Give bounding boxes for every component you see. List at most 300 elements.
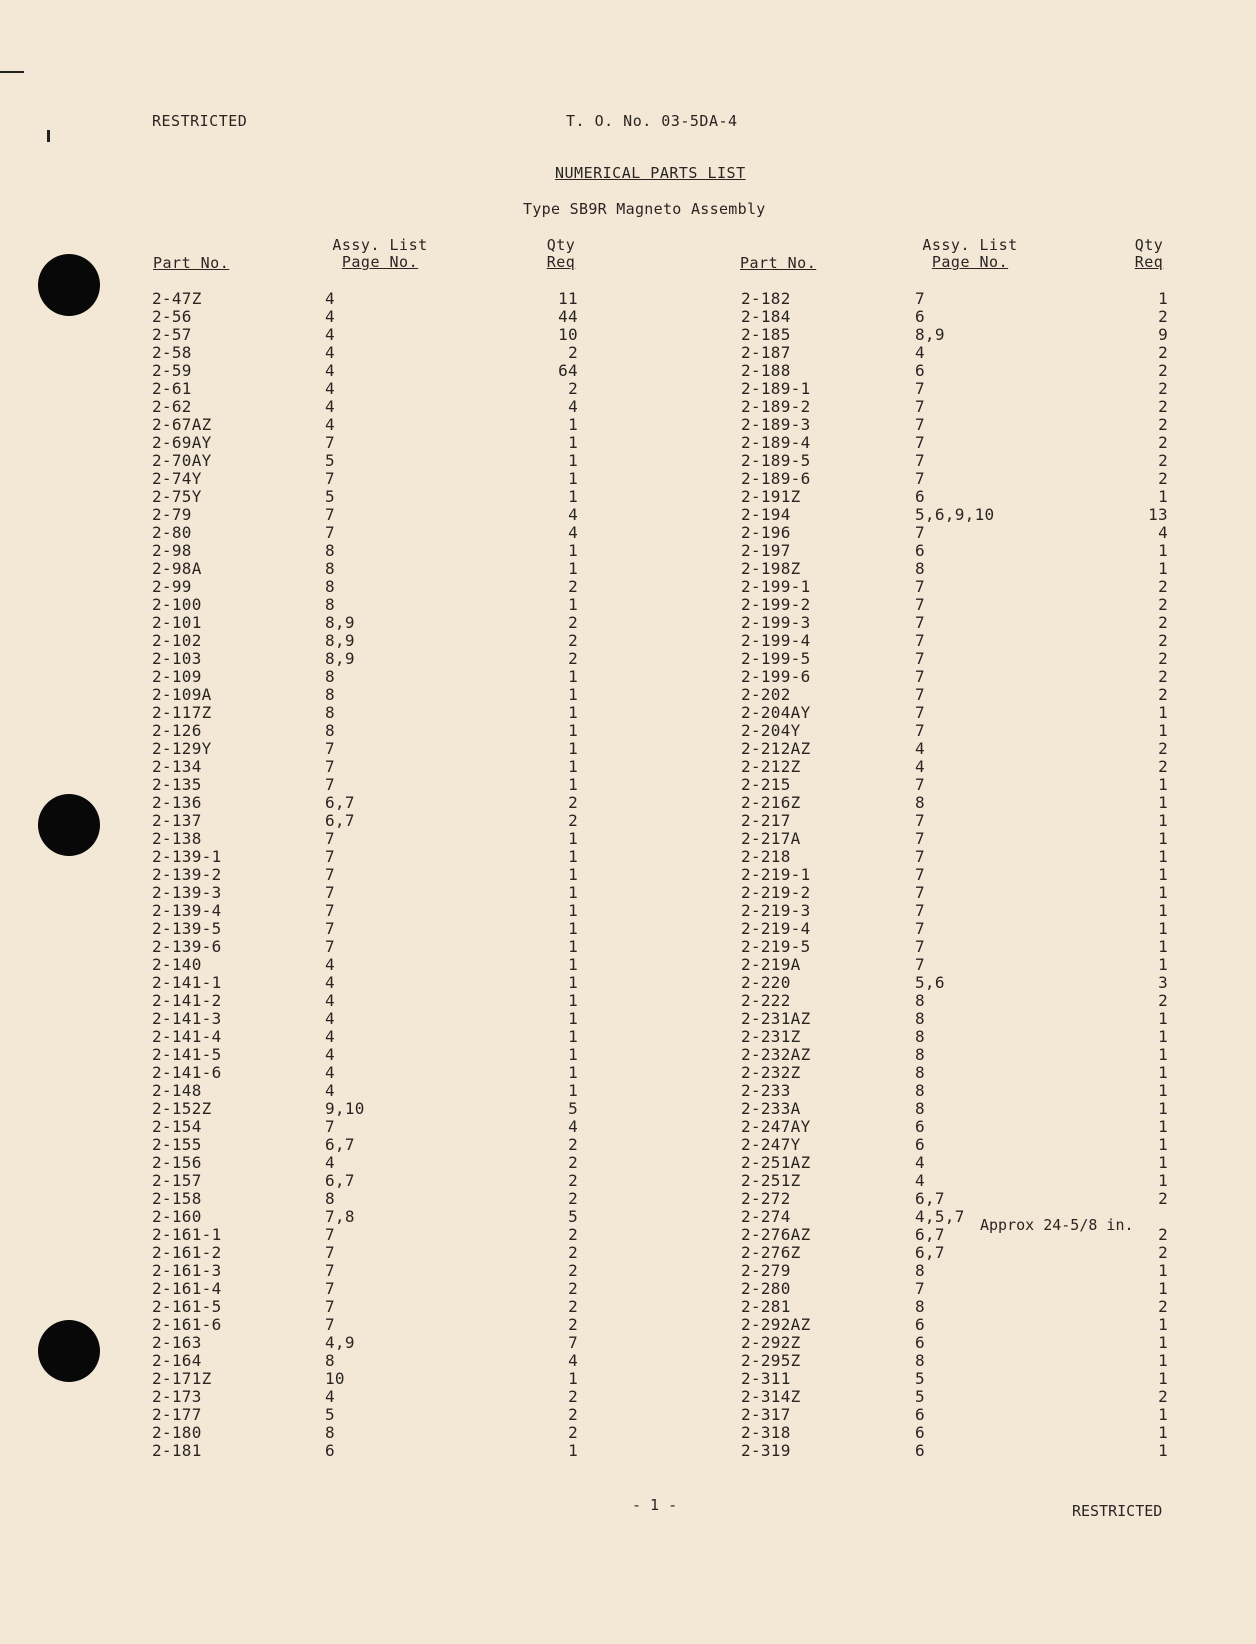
- qty-cell: 2: [568, 1243, 578, 1262]
- qty-cell: 1: [1158, 1135, 1168, 1154]
- punch-hole: [38, 794, 100, 856]
- part-number-cell: 2-199-4: [741, 631, 811, 650]
- qty-cell: 1: [1158, 487, 1168, 506]
- assy-page-cell: 8: [325, 667, 335, 686]
- assy-page-cell: 6,7: [915, 1243, 945, 1262]
- assy-page-cell: 6: [915, 487, 925, 506]
- assy-page-cell: 8: [325, 595, 335, 614]
- assy-page-cell: 8: [325, 1189, 335, 1208]
- part-number-cell: 2-79: [152, 505, 192, 524]
- part-number-cell: 2-148: [152, 1081, 202, 1100]
- assy-page-cell: 8: [915, 1297, 925, 1316]
- assy-page-cell: 7: [915, 469, 925, 488]
- part-number-cell: 2-199-6: [741, 667, 811, 686]
- qty-cell: 2: [568, 1297, 578, 1316]
- qty-cell: 2: [1158, 361, 1168, 380]
- assy-page-cell: 4: [325, 1387, 335, 1406]
- col-header-assy-list: [322, 237, 438, 271]
- qty-cell: 1: [1158, 1261, 1168, 1280]
- part-number-cell: 2-292Z: [741, 1333, 801, 1352]
- part-number-cell: 2-295Z: [741, 1351, 801, 1370]
- part-number-cell: 2-216Z: [741, 793, 801, 812]
- part-number-cell: 2-199-5: [741, 649, 811, 668]
- part-number-cell: 2-281: [741, 1297, 791, 1316]
- assy-page-cell: 6: [325, 1441, 335, 1460]
- assy-page-cell: 5: [915, 1387, 925, 1406]
- qty-cell: 2: [1158, 739, 1168, 758]
- part-number-cell: 2-181: [152, 1441, 202, 1460]
- qty-cell: 2: [1158, 1243, 1168, 1262]
- edge-mark: [47, 130, 50, 142]
- part-number-cell: 2-215: [741, 775, 791, 794]
- assy-page-cell: 8: [915, 1063, 925, 1082]
- assy-page-cell: 7: [915, 649, 925, 668]
- qty-cell: 2: [568, 1135, 578, 1154]
- part-number-cell: 2-184: [741, 307, 791, 326]
- part-number-cell: 2-219-4: [741, 919, 811, 938]
- qty-cell: 4: [568, 505, 578, 524]
- assy-page-cell: 7: [915, 703, 925, 722]
- part-number-cell: 2-161-6: [152, 1315, 222, 1334]
- qty-cell: 1: [1158, 955, 1168, 974]
- assy-page-cell: 8: [915, 991, 925, 1010]
- qty-cell: 2: [568, 793, 578, 812]
- part-number-cell: 2-272: [741, 1189, 791, 1208]
- qty-cell: 1: [568, 865, 578, 884]
- part-number-cell: 2-75Y: [152, 487, 202, 506]
- qty-cell: 2: [568, 379, 578, 398]
- part-number-cell: 2-219-5: [741, 937, 811, 956]
- assy-page-cell: 7: [325, 775, 335, 794]
- assy-page-cell: 7: [325, 469, 335, 488]
- assy-page-cell: 7: [915, 883, 925, 902]
- assy-page-cell: 5: [325, 451, 335, 470]
- part-number-cell: 2-217A: [741, 829, 801, 848]
- part-number-cell: 2-58: [152, 343, 192, 362]
- assy-page-cell: 6: [915, 307, 925, 326]
- part-number-cell: 2-154: [152, 1117, 202, 1136]
- qty-cell: 1: [1158, 559, 1168, 578]
- assy-page-cell: 7: [915, 937, 925, 956]
- part-number-cell: 2-109: [152, 667, 202, 686]
- qty-cell: 2: [568, 1171, 578, 1190]
- assy-page-cell: 6: [915, 1441, 925, 1460]
- part-number-cell: 2-198Z: [741, 559, 801, 578]
- part-number-cell: 2-161-4: [152, 1279, 222, 1298]
- part-number-cell: 2-70AY: [152, 451, 212, 470]
- part-number-cell: 2-217: [741, 811, 791, 830]
- part-number-cell: 2-160: [152, 1207, 202, 1226]
- qty-cell: 1: [568, 433, 578, 452]
- assy-page-cell: 7: [325, 523, 335, 542]
- part-number-cell: 2-139-5: [152, 919, 222, 938]
- part-number-cell: 2-189-1: [741, 379, 811, 398]
- assy-page-cell: 4: [325, 1063, 335, 1082]
- assy-page-cell: 6: [915, 1405, 925, 1424]
- part-number-cell: 2-99: [152, 577, 192, 596]
- part-number-cell: 2-141-5: [152, 1045, 222, 1064]
- assy-page-cell: 8: [915, 1351, 925, 1370]
- assy-page-cell: 8: [325, 577, 335, 596]
- qty-cell: 1: [1158, 1333, 1168, 1352]
- assy-page-cell: 4: [325, 973, 335, 992]
- assy-page-cell: 6: [915, 1315, 925, 1334]
- assy-page-cell: 6,7: [325, 1135, 355, 1154]
- assy-page-cell: 7: [325, 865, 335, 884]
- part-number-cell: 2-139-3: [152, 883, 222, 902]
- part-number-cell: 2-185: [741, 325, 791, 344]
- qty-cell: 5: [568, 1099, 578, 1118]
- assy-page-cell: 7: [915, 433, 925, 452]
- assy-page-cell: 7: [915, 577, 925, 596]
- qty-cell: 1: [1158, 1171, 1168, 1190]
- qty-cell: 1: [1158, 289, 1168, 308]
- part-number-cell: 2-140: [152, 955, 202, 974]
- part-number-cell: 2-129Y: [152, 739, 212, 758]
- part-number-cell: 2-152Z: [152, 1099, 212, 1118]
- part-number-cell: 2-292AZ: [741, 1315, 811, 1334]
- col-header-assy-line2: Page No.: [341, 253, 419, 271]
- part-number-cell: 2-47Z: [152, 289, 202, 308]
- qty-cell: 5: [568, 1207, 578, 1226]
- assy-page-cell: 8: [325, 1351, 335, 1370]
- assy-page-cell: 7: [915, 379, 925, 398]
- page-subtitle: Type SB9R Magneto Assembly: [523, 200, 766, 218]
- right-part-number-column: [741, 290, 811, 1460]
- part-number-cell: 2-220: [741, 973, 791, 992]
- assy-page-cell: 7: [325, 1225, 335, 1244]
- assy-page-cell: 5,6,9,10: [915, 505, 995, 524]
- qty-cell: 2: [1158, 1225, 1168, 1244]
- assy-page-cell: 7: [325, 847, 335, 866]
- part-number-cell: 2-161-1: [152, 1225, 222, 1244]
- right-page-number-column: [915, 290, 994, 1460]
- qty-cell: 1: [568, 667, 578, 686]
- assy-page-cell: 4: [325, 1027, 335, 1046]
- qty-cell: 1: [1158, 703, 1168, 722]
- qty-cell: 2: [568, 1279, 578, 1298]
- assy-page-cell: 4: [915, 757, 925, 776]
- qty-cell: 1: [568, 901, 578, 920]
- qty-cell: 2: [568, 1189, 578, 1208]
- assy-page-cell: 4: [325, 1045, 335, 1064]
- assy-page-cell: 8: [915, 1261, 925, 1280]
- assy-page-cell: 8: [915, 1099, 925, 1118]
- part-number-cell: 2-103: [152, 649, 202, 668]
- assy-page-cell: 8,9: [325, 613, 355, 632]
- qty-cell: 3: [1158, 973, 1168, 992]
- qty-cell: 1: [568, 1045, 578, 1064]
- part-number-cell: 2-219-3: [741, 901, 811, 920]
- assy-page-cell: 7: [915, 829, 925, 848]
- qty-cell: 1: [568, 1063, 578, 1082]
- part-number-cell: 2-161-3: [152, 1261, 222, 1280]
- part-number-cell: 2-212AZ: [741, 739, 811, 758]
- qty-cell: 13: [1148, 505, 1168, 524]
- assy-page-cell: 7: [915, 631, 925, 650]
- part-number-cell: 2-136: [152, 793, 202, 812]
- length-note: Approx 24-5/8 in.: [980, 1216, 1134, 1234]
- qty-cell: 2: [1158, 307, 1168, 326]
- qty-cell: 1: [568, 847, 578, 866]
- qty-cell: 1: [1158, 1315, 1168, 1334]
- qty-cell: 1: [1158, 1351, 1168, 1370]
- assy-page-cell: 7: [915, 523, 925, 542]
- col-header-part-no-label: Part No.: [153, 254, 230, 272]
- qty-cell: 1: [568, 451, 578, 470]
- part-number-cell: 2-188: [741, 361, 791, 380]
- left-part-number-column: [152, 290, 222, 1460]
- part-number-cell: 2-141-3: [152, 1009, 222, 1028]
- part-number-cell: 2-182: [741, 289, 791, 308]
- part-number-cell: 2-279: [741, 1261, 791, 1280]
- assy-page-cell: 7: [325, 1243, 335, 1262]
- part-number-cell: 2-191Z: [741, 487, 801, 506]
- assy-page-cell: 4: [325, 289, 335, 308]
- qty-cell: 1: [1158, 829, 1168, 848]
- part-number-cell: 2-126: [152, 721, 202, 740]
- part-number-cell: 2-100: [152, 595, 202, 614]
- part-number-cell: 2-319: [741, 1441, 791, 1460]
- qty-cell: 1: [1158, 1045, 1168, 1064]
- part-number-cell: 2-139-4: [152, 901, 222, 920]
- assy-page-cell: 4: [325, 397, 335, 416]
- part-number-cell: 2-199-3: [741, 613, 811, 632]
- assy-page-cell: 6: [915, 1117, 925, 1136]
- assy-page-cell: 7,8: [325, 1207, 355, 1226]
- qty-cell: 2: [568, 613, 578, 632]
- assy-page-cell: 7: [325, 829, 335, 848]
- qty-cell: 1: [1158, 901, 1168, 920]
- qty-cell: 1: [1158, 1405, 1168, 1424]
- assy-page-cell: 7: [325, 739, 335, 758]
- punch-hole: [38, 254, 100, 316]
- part-number-cell: 2-189-3: [741, 415, 811, 434]
- part-number-cell: 2-141-1: [152, 973, 222, 992]
- part-number-cell: 2-199-2: [741, 595, 811, 614]
- qty-cell: 2: [568, 1315, 578, 1334]
- part-number-cell: 2-102: [152, 631, 202, 650]
- assy-page-cell: 7: [325, 505, 335, 524]
- part-number-cell: 2-274: [741, 1207, 791, 1226]
- qty-cell: 2: [1158, 757, 1168, 776]
- assy-page-cell: 7: [325, 937, 335, 956]
- col-header-part-no: [153, 255, 229, 272]
- part-number-cell: 2-219-1: [741, 865, 811, 884]
- qty-cell: 1: [1158, 865, 1168, 884]
- assy-page-cell: 4: [325, 1009, 335, 1028]
- assy-page-cell: 7: [915, 955, 925, 974]
- qty-cell: 1: [1158, 541, 1168, 560]
- qty-cell: 1: [1158, 1369, 1168, 1388]
- assy-page-cell: 6: [915, 361, 925, 380]
- assy-page-cell: 7: [915, 775, 925, 794]
- part-number-cell: 2-189-2: [741, 397, 811, 416]
- qty-cell: 10: [558, 325, 578, 344]
- part-number-cell: 2-141-4: [152, 1027, 222, 1046]
- part-number-cell: 2-141-6: [152, 1063, 222, 1082]
- part-number-cell: 2-177: [152, 1405, 202, 1424]
- qty-cell: 7: [568, 1333, 578, 1352]
- part-number-cell: 2-74Y: [152, 469, 202, 488]
- qty-cell: 1: [1158, 1009, 1168, 1028]
- assy-page-cell: 4,5,7: [915, 1207, 965, 1226]
- qty-cell: 1: [568, 721, 578, 740]
- part-number-cell: 2-189-6: [741, 469, 811, 488]
- col-header-qty-line2: Req: [546, 253, 576, 271]
- qty-cell: 4: [568, 397, 578, 416]
- part-number-cell: 2-247Y: [741, 1135, 801, 1154]
- col-header-assy-line1: Assy. List: [922, 236, 1018, 254]
- qty-cell: 2: [1158, 1297, 1168, 1316]
- assy-page-cell: 6: [915, 1135, 925, 1154]
- assy-page-cell: 7: [325, 1117, 335, 1136]
- assy-page-cell: 7: [325, 757, 335, 776]
- part-number-cell: 2-139-6: [152, 937, 222, 956]
- part-number-cell: 2-189-5: [741, 451, 811, 470]
- qty-cell: 1: [568, 469, 578, 488]
- edge-mark: [0, 71, 24, 73]
- part-number-cell: 2-318: [741, 1423, 791, 1442]
- part-number-cell: 2-231AZ: [741, 1009, 811, 1028]
- assy-page-cell: 8: [915, 1045, 925, 1064]
- part-number-cell: 2-155: [152, 1135, 202, 1154]
- part-number-cell: 2-139-1: [152, 847, 222, 866]
- assy-page-cell: 9,10: [325, 1099, 365, 1118]
- assy-page-cell: 7: [915, 901, 925, 920]
- part-number-cell: 2-314Z: [741, 1387, 801, 1406]
- part-number-cell: 2-202: [741, 685, 791, 704]
- part-number-cell: 2-101: [152, 613, 202, 632]
- assy-page-cell: 7: [325, 901, 335, 920]
- qty-cell: 1: [568, 757, 578, 776]
- qty-cell: 1: [1158, 1423, 1168, 1442]
- qty-cell: 1: [568, 973, 578, 992]
- qty-cell: 4: [568, 1117, 578, 1136]
- qty-cell: 2: [1158, 469, 1168, 488]
- qty-cell: 1: [568, 883, 578, 902]
- qty-cell: 2: [1158, 1189, 1168, 1208]
- part-number-cell: 2-317: [741, 1405, 791, 1424]
- assy-page-cell: 8: [325, 559, 335, 578]
- part-number-cell: 2-98: [152, 541, 192, 560]
- qty-cell: 2: [568, 811, 578, 830]
- assy-page-cell: 7: [915, 397, 925, 416]
- qty-cell: 2: [568, 1387, 578, 1406]
- part-number-cell: 2-251AZ: [741, 1153, 811, 1172]
- assy-page-cell: 4: [915, 343, 925, 362]
- col-header-assy-list: [912, 237, 1028, 271]
- assy-page-cell: 7: [915, 865, 925, 884]
- part-number-cell: 2-57: [152, 325, 192, 344]
- col-header-qty-line2: Req: [1134, 253, 1164, 271]
- assy-page-cell: 7: [915, 847, 925, 866]
- part-number-cell: 2-311: [741, 1369, 791, 1388]
- part-number-cell: 2-204Y: [741, 721, 801, 740]
- assy-page-cell: 4,9: [325, 1333, 355, 1352]
- part-number-cell: 2-61: [152, 379, 192, 398]
- col-header-qty-line1: Qty: [1134, 236, 1164, 254]
- assy-page-cell: 7: [325, 1315, 335, 1334]
- qty-cell: 9: [1158, 325, 1168, 344]
- part-number-cell: 2-232AZ: [741, 1045, 811, 1064]
- assy-page-cell: 6,7: [325, 811, 355, 830]
- part-number-cell: 2-161-2: [152, 1243, 222, 1262]
- qty-cell: 1: [1158, 1063, 1168, 1082]
- part-number-cell: 2-157: [152, 1171, 202, 1190]
- assy-page-cell: 4: [325, 343, 335, 362]
- assy-page-cell: 8: [915, 559, 925, 578]
- qty-cell: 1: [568, 541, 578, 560]
- part-number-cell: 2-247AY: [741, 1117, 811, 1136]
- part-number-cell: 2-276AZ: [741, 1225, 811, 1244]
- qty-cell: 1: [568, 487, 578, 506]
- part-number-cell: 2-139-2: [152, 865, 222, 884]
- page-title: NUMERICAL PARTS LIST: [555, 164, 746, 182]
- assy-page-cell: 6: [915, 1333, 925, 1352]
- qty-cell: 1: [568, 703, 578, 722]
- qty-cell: 1: [1158, 1279, 1168, 1298]
- part-number-cell: 2-232Z: [741, 1063, 801, 1082]
- assy-page-cell: 6,7: [325, 793, 355, 812]
- assy-page-cell: 7: [325, 883, 335, 902]
- assy-page-cell: 4: [325, 415, 335, 434]
- qty-cell: 1: [1158, 919, 1168, 938]
- part-number-cell: 2-233: [741, 1081, 791, 1100]
- qty-cell: 2: [568, 1423, 578, 1442]
- assy-page-cell: 5,6: [915, 973, 945, 992]
- col-header-part-no-label: Part No.: [740, 254, 817, 272]
- part-number-cell: 2-135: [152, 775, 202, 794]
- left-page-number-column: [325, 290, 365, 1460]
- qty-cell: 1: [568, 1081, 578, 1100]
- qty-cell: 1: [1158, 1081, 1168, 1100]
- qty-cell: 4: [568, 1351, 578, 1370]
- part-number-cell: 2-196: [741, 523, 791, 542]
- footer-restricted: RESTRICTED: [1072, 1502, 1163, 1520]
- qty-cell: 2: [568, 577, 578, 596]
- assy-page-cell: 7: [915, 415, 925, 434]
- part-number-cell: 2-138: [152, 829, 202, 848]
- qty-cell: 1: [568, 919, 578, 938]
- part-number-cell: 2-134: [152, 757, 202, 776]
- qty-cell: 1: [1158, 1027, 1168, 1046]
- assy-page-cell: 8: [325, 703, 335, 722]
- qty-cell: 1: [1158, 847, 1168, 866]
- qty-cell: 2: [568, 343, 578, 362]
- qty-cell: 1: [568, 1009, 578, 1028]
- assy-page-cell: 8: [915, 1081, 925, 1100]
- assy-page-cell: 4: [325, 991, 335, 1010]
- part-number-cell: 2-67AZ: [152, 415, 212, 434]
- assy-page-cell: 8,9: [325, 649, 355, 668]
- qty-cell: 44: [558, 307, 578, 326]
- qty-cell: 1: [568, 415, 578, 434]
- qty-cell: 1: [568, 775, 578, 794]
- col-header-assy-line2: Page No.: [931, 253, 1009, 271]
- assy-page-cell: 8: [915, 793, 925, 812]
- qty-cell: 64: [558, 361, 578, 380]
- part-number-cell: 2-189-4: [741, 433, 811, 452]
- assy-page-cell: 4: [325, 1081, 335, 1100]
- qty-cell: 1: [568, 595, 578, 614]
- assy-page-cell: 7: [915, 919, 925, 938]
- assy-page-cell: 7: [915, 721, 925, 740]
- part-number-cell: 2-173: [152, 1387, 202, 1406]
- col-header-part-no: [740, 255, 816, 272]
- assy-page-cell: 8: [325, 721, 335, 740]
- assy-page-cell: 6,7: [915, 1189, 945, 1208]
